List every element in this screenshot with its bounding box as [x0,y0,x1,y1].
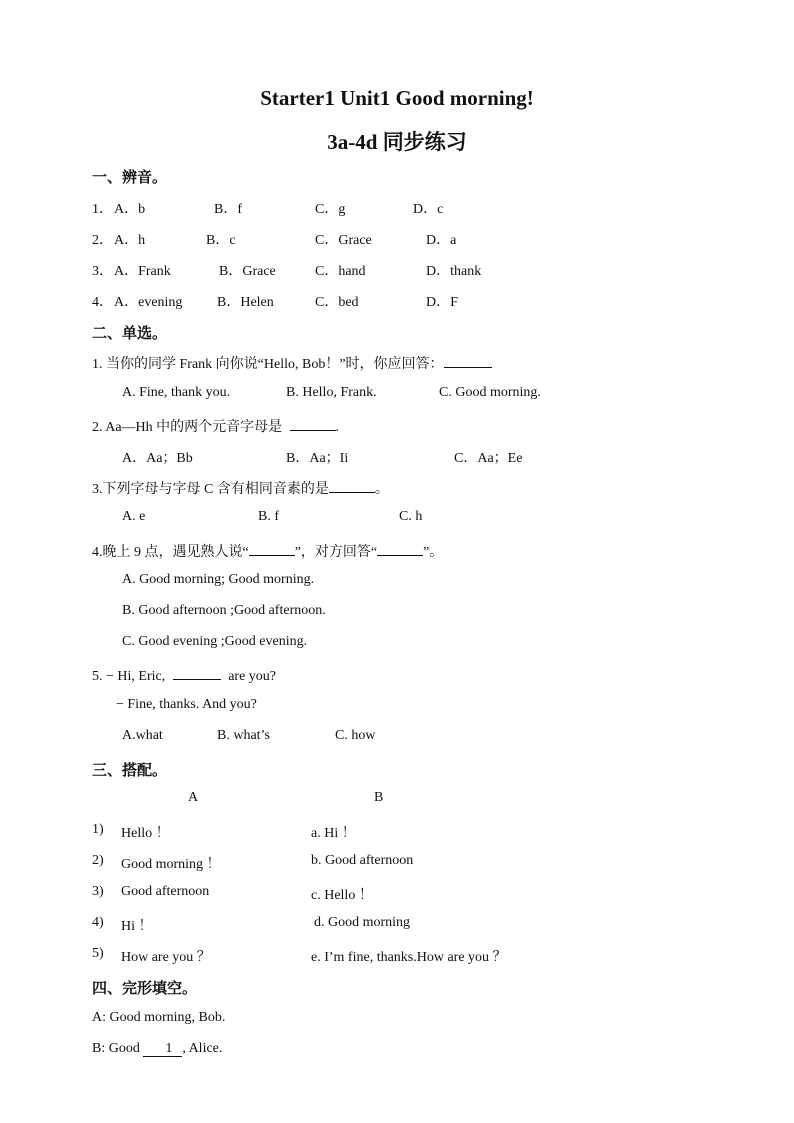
option-a: A. e [122,509,146,524]
option-b: B．f [214,202,242,217]
answer-blank [173,665,221,680]
option-d: D．a [426,233,457,248]
dialogue-text-end: , Alice. [182,1041,223,1056]
match-number: 1) [92,822,104,837]
option-c: C. h [399,509,423,524]
match-left: Hello ！ [121,826,170,841]
option-b: B. Hello, Frank. [286,385,377,400]
option-b: B．Grace [219,264,276,279]
match-number: 2) [92,853,104,868]
column-a-header: A [188,790,199,805]
option-b: B. what’s [217,728,270,743]
section-2-heading: 二、单选。 [92,324,168,342]
option-c: C．Grace [315,233,372,248]
option-c: C．Aa；Ee [454,451,523,466]
question-number: 3． [92,264,113,279]
option-d: D．F [426,295,458,310]
match-number: 3) [92,884,104,899]
question-text-start: 5. − Hi, Eric, [92,669,166,684]
question-number: 1． [92,202,113,217]
option-a: A.what [122,728,163,743]
option-c: C. how [335,728,376,743]
answer-blank [444,353,492,368]
question-5 [92,665,276,685]
question-text: 3.下列字母与字母 C 含有相同音素的是 [92,482,329,497]
answer-blank [290,416,336,431]
option-a: A．b [114,202,146,217]
option-a: A．evening [114,295,183,310]
question-number: 2． [92,233,113,248]
answer-blank [249,541,295,556]
match-number: 4) [92,915,104,930]
option-d: D．thank [426,264,482,279]
option-b: B．Aa；Ii [286,451,349,466]
dialogue-text-start: B: Good [92,1041,140,1056]
option-a: A．Aa；Bb [122,451,193,466]
question-4 [92,541,443,561]
question-text: 1. 当你的同学 Frank 向你说“Hello, Bob！”时，你应回答： [92,357,444,372]
answer-blank [377,541,423,556]
match-right: c. Hello ！ [311,888,373,903]
question-1 [92,353,492,373]
question-tail: 。 [374,482,389,497]
match-right: a. Hi ！ [311,826,356,841]
section-3-heading: 三、搭配。 [92,761,168,779]
option-d: D．c [413,202,444,217]
question-tail: . [335,420,340,435]
cloze-blank-1: 1 [143,1041,182,1057]
dialogue-line-b [92,1041,222,1057]
question-2 [92,416,339,436]
option-c: C．g [315,202,346,217]
question-text: 2. Aa—Hh 中的两个元音字母是 [92,420,283,435]
option-b: B. Good afternoon ;Good afternoon. [122,603,326,618]
question-text-end: are you? [228,669,277,684]
question-text-start: 4.晚上 9 点，遇见熟人说“ [92,545,249,560]
match-left: Hi ！ [121,919,153,934]
page-subtitle: 3a-4d 同步练习 [327,130,467,154]
question-number: 4． [92,295,113,310]
match-left: Good afternoon [121,884,210,899]
option-a: A．Frank [114,264,171,279]
column-b-header: B [374,790,384,805]
answer-blank [329,478,375,493]
section-4-heading: 四、完形填空。 [92,979,198,997]
match-number: 5) [92,946,104,961]
match-left: Good morning ！ [121,857,221,872]
option-b: B．Helen [217,295,274,310]
match-right: d. Good morning [314,915,411,930]
option-c: C. Good morning. [439,385,541,400]
option-b: B．c [206,233,236,248]
question-text-end: ”。 [423,545,444,560]
dialogue-line-a: A: Good morning, Bob. [92,1010,226,1025]
option-a: A．h [114,233,146,248]
option-b: B. f [258,509,279,524]
match-left: How are you ？ [121,950,211,965]
option-a: A. Good morning; Good morning. [122,572,315,587]
page-title: Starter1 Unit1 Good morning! [260,86,534,110]
option-c: C．hand [315,264,366,279]
section-1-heading: 一、辨音。 [92,168,168,186]
question-text-middle: ”，对方回答“ [294,545,378,560]
question-3 [92,478,389,498]
option-c: C．bed [315,295,359,310]
question-5-response: − Fine, thanks. And you? [116,697,257,712]
match-right: b. Good afternoon [311,853,414,868]
match-right: e. I’m fine, thanks.How are you ？ [311,950,507,965]
option-c: C. Good evening ;Good evening. [122,634,308,649]
option-a: A. Fine, thank you. [122,385,231,400]
